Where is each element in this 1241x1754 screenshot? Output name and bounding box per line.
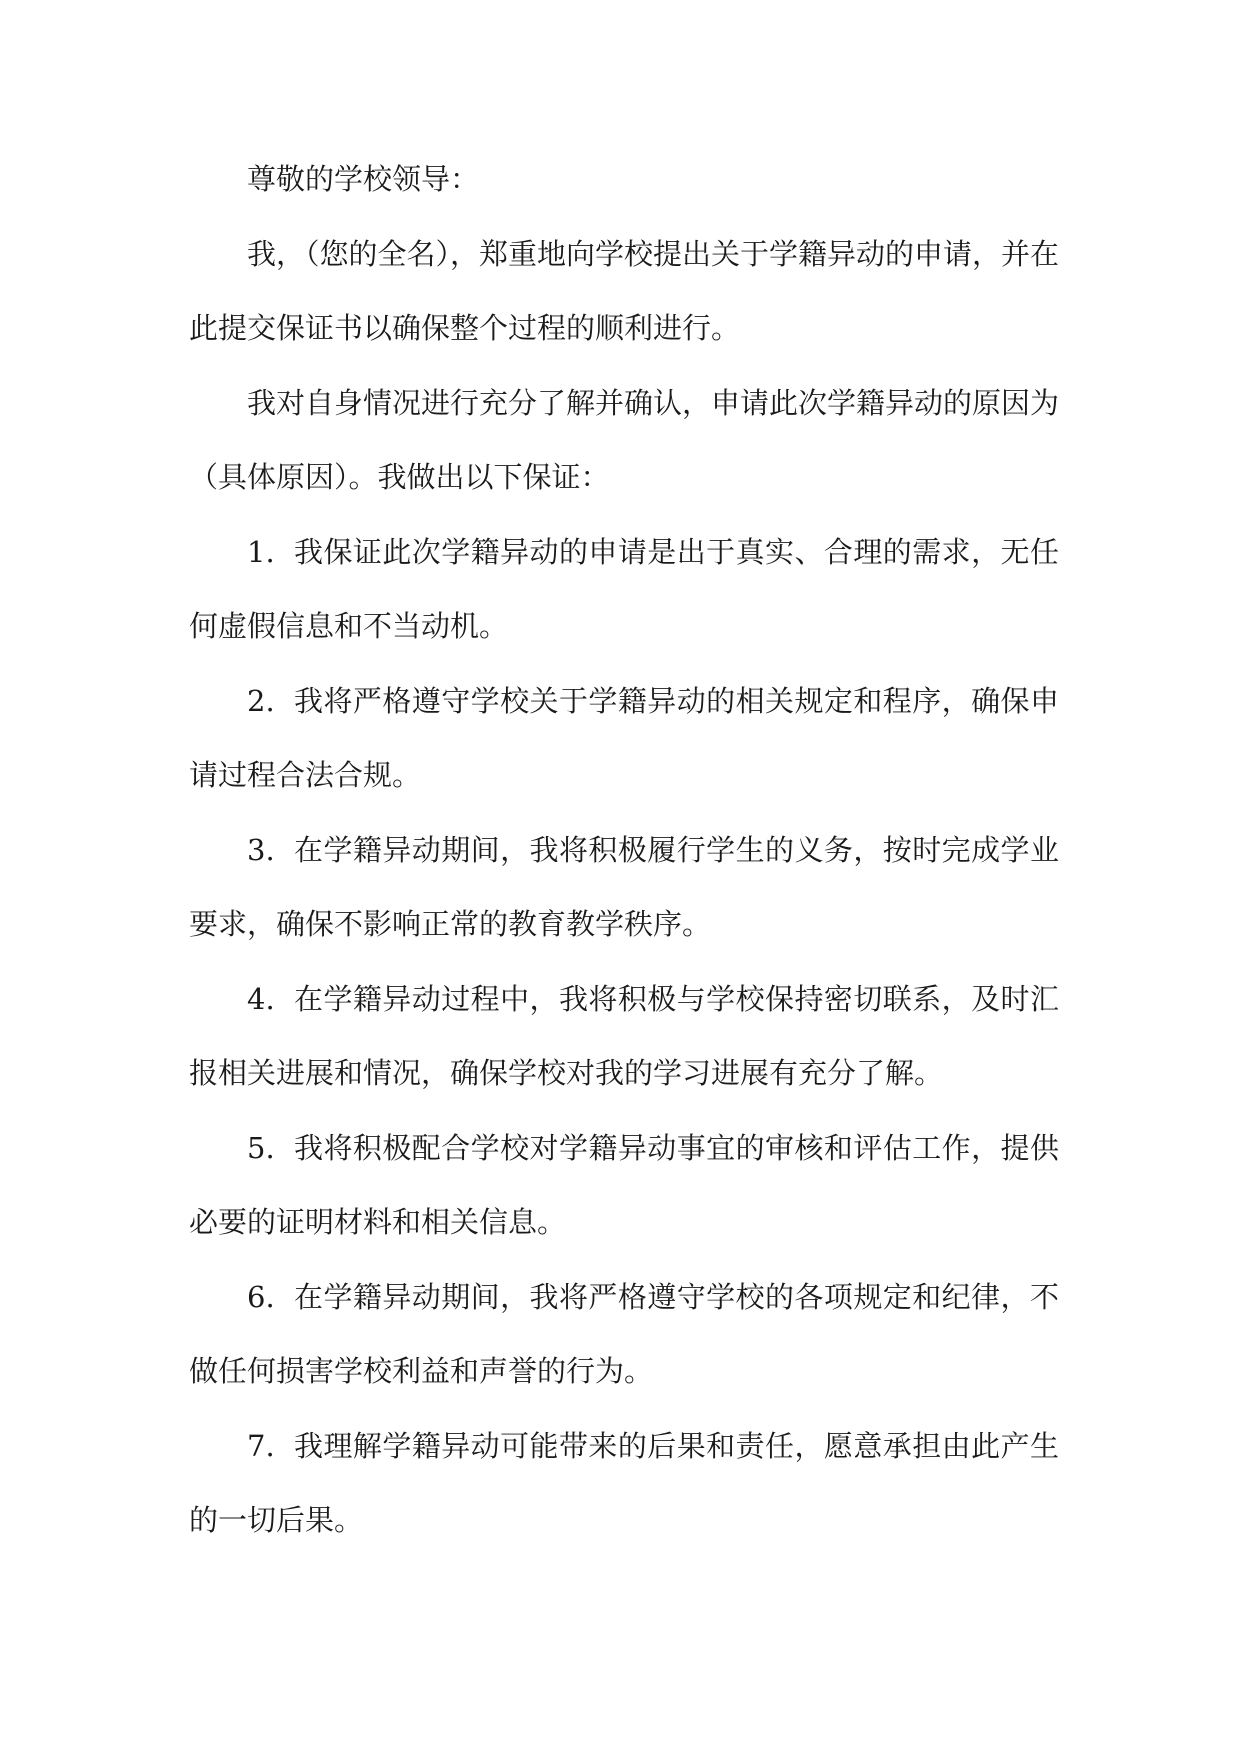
item-number: 4. bbox=[247, 981, 275, 1016]
salutation: 尊敬的学校领导： bbox=[247, 162, 480, 196]
item-number: 5. bbox=[247, 1130, 275, 1165]
item-text: 在学籍异动过程中，我将积极与学校保持密切联系，及时汇报相关进展和情况，确保学校对我的学习进展有充分了解。 bbox=[189, 981, 1059, 1090]
item-text: 我保证此次学籍异动的申请是出于真实、合理的需求，无任何虚假信息和不当动机。 bbox=[189, 534, 1059, 643]
item-number: 3. bbox=[247, 832, 275, 867]
reason-paragraph: 我对自身情况进行充分了解并确认，申请此次学籍异动的原因为（具体原因）。我做出以下保证： bbox=[189, 385, 1060, 494]
guarantee-item-4 bbox=[189, 962, 1059, 1111]
guarantee-item-3 bbox=[189, 813, 1059, 962]
item-text: 我理解学籍异动可能带来的后果和责任，愿意承担由此产生的一切后果。 bbox=[189, 1428, 1059, 1537]
item-number: 1. bbox=[247, 534, 275, 569]
guarantee-item-6 bbox=[189, 1260, 1059, 1409]
item-number: 6. bbox=[247, 1279, 275, 1314]
guarantee-item-7 bbox=[189, 1409, 1059, 1558]
guarantee-item-2 bbox=[189, 664, 1059, 813]
guarantee-item-5 bbox=[189, 1111, 1059, 1260]
item-text: 在学籍异动期间，我将积极履行学生的义务，按时完成学业要求，确保不影响正常的教育教学秩序。 bbox=[189, 832, 1059, 941]
guarantee-item-1 bbox=[189, 515, 1059, 664]
intro-paragraph: 我，（您的全名），郑重地向学校提出关于学籍异动的申请，并在此提交保证书以确保整个过程的顺利进行。 bbox=[189, 236, 1060, 345]
item-number: 7. bbox=[247, 1428, 275, 1463]
item-text: 在学籍异动期间，我将严格遵守学校的各项规定和纪律，不做任何损害学校利益和声誉的行为。 bbox=[189, 1279, 1059, 1388]
item-text: 我将积极配合学校对学籍异动事宜的审核和评估工作，提供必要的证明材料和相关信息。 bbox=[189, 1130, 1059, 1239]
letter-body bbox=[189, 142, 1059, 1558]
item-number: 2. bbox=[247, 683, 275, 718]
item-text: 我将严格遵守学校关于学籍异动的相关规定和程序，确保申请过程合法合规。 bbox=[189, 683, 1059, 792]
